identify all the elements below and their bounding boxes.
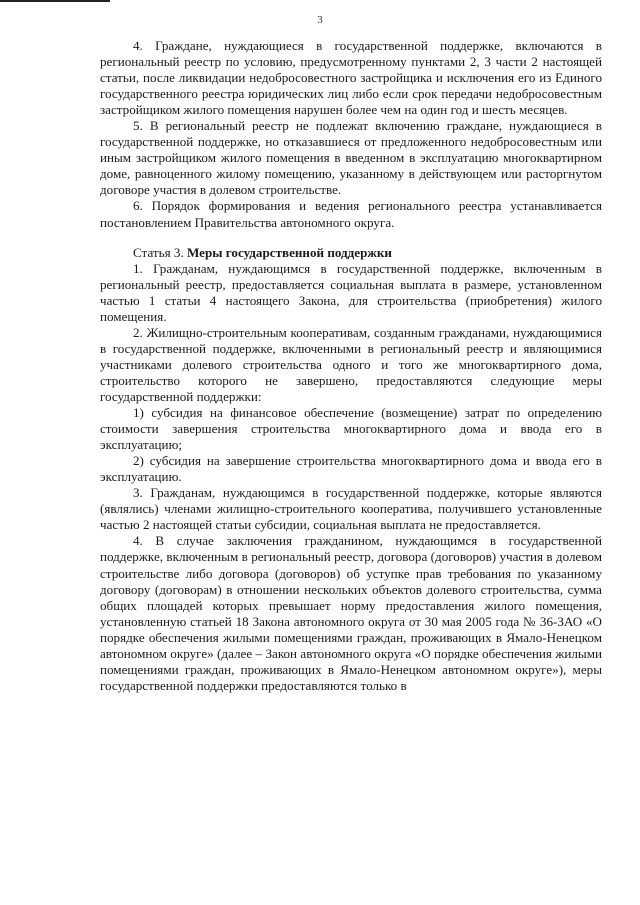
paragraph-4-regional-registry: 4. Граждане, нуждающиеся в государственной поддержке, включаются в региональный реестр по условию, предусмотренному пунктами 2, 3 части 2 настоящей статьи, после ликвидации недобросовестного застройщика и исключения его из Единого государственного реестра юридических лиц либо если срок передачи недобросовестным застройщиком жилого помещения нарушен более чем на один год и шесть месяцев. [100,38,602,118]
article-3-item-2: 2) субсидия на завершение строительства многоквартирного дома и ввода его в эксплуатацию. [100,453,602,485]
article-3-heading [100,245,602,261]
article-3-paragraph-4: 4. В случае заключения гражданином, нуждающимся в государственной поддержке, включенным в региональный реестр, договора (договоров) участия в долевом строительстве либо договора (договоров) об уступке прав требования по указанному договору (договорам) в отношении нескольких объектов долевого строительства, сумма общих площадей которых превышает норму предоставления жилого помещения, установленную статьей 18 Закона автономного округа от 30 мая 2005 года № 36-ЗАО «О порядке обеспечения жилыми помещениями граждан, проживающих в Ямало-Ненецком автономном округе» (далее – Закон автономного округа «О порядке обеспечения жилыми помещениями граждан, проживающих в Ямало-Ненецком автономном округе»), меры государственной поддержки предоставляются только в [100,533,602,693]
paragraph-6-procedure: 6. Порядок формирования и ведения регионального реестра устанавливается постановлением Правительства автономного округа. [100,198,602,230]
article-3-paragraph-3: 3. Гражданам, нуждающимся в государственной поддержке, которые являются (являлись) членами жилищно-строительного кооператива, получившего установленные частью 2 настоящей статьи субсидии, социальная выплата не предоставляется. [100,485,602,533]
article-3-item-1: 1) субсидия на финансовое обеспечение (возмещение) затрат по определению стоимости завершения строительства многоквартирного дома и ввода его в эксплуатацию; [100,405,602,453]
article-prefix: Статья 3. [133,244,187,260]
article-3-paragraph-1: 1. Гражданам, нуждающимся в государственной поддержке, включенным в региональный реестр, предоставляется социальная выплата в размере, установленном частью 1 статьи 4 настоящего Закона, для строительства (приобретения) жилого помещения. [100,260,602,324]
document-body [100,38,602,694]
paragraph-5-exclusion: 5. В региональный реестр не подлежат включению граждане, нуждающиеся в государственной поддержке, но отказавшиеся от предложенного недобросовестным или иным застройщиком жилого помещения в введенном в эксплуатацию многоквартирном доме, равноценного жилому помещению, указанному в действующем или расторгнутом договоре участия в долевом строительстве. [100,118,602,198]
article-title: Меры государственной поддержки [187,244,392,260]
page-number: 3 [317,14,323,26]
article-3-paragraph-2: 2. Жилищно-строительным кооперативам, созданным гражданами, нуждающимися в государственной поддержке, включенными в региональный реестр и являющимися участниками долевого строительства одного и того же многоквартирного дома, строительство которого не завершено, предоставляются следующие меры государственной поддержки: [100,324,602,404]
scan-edge-mark [0,0,110,2]
